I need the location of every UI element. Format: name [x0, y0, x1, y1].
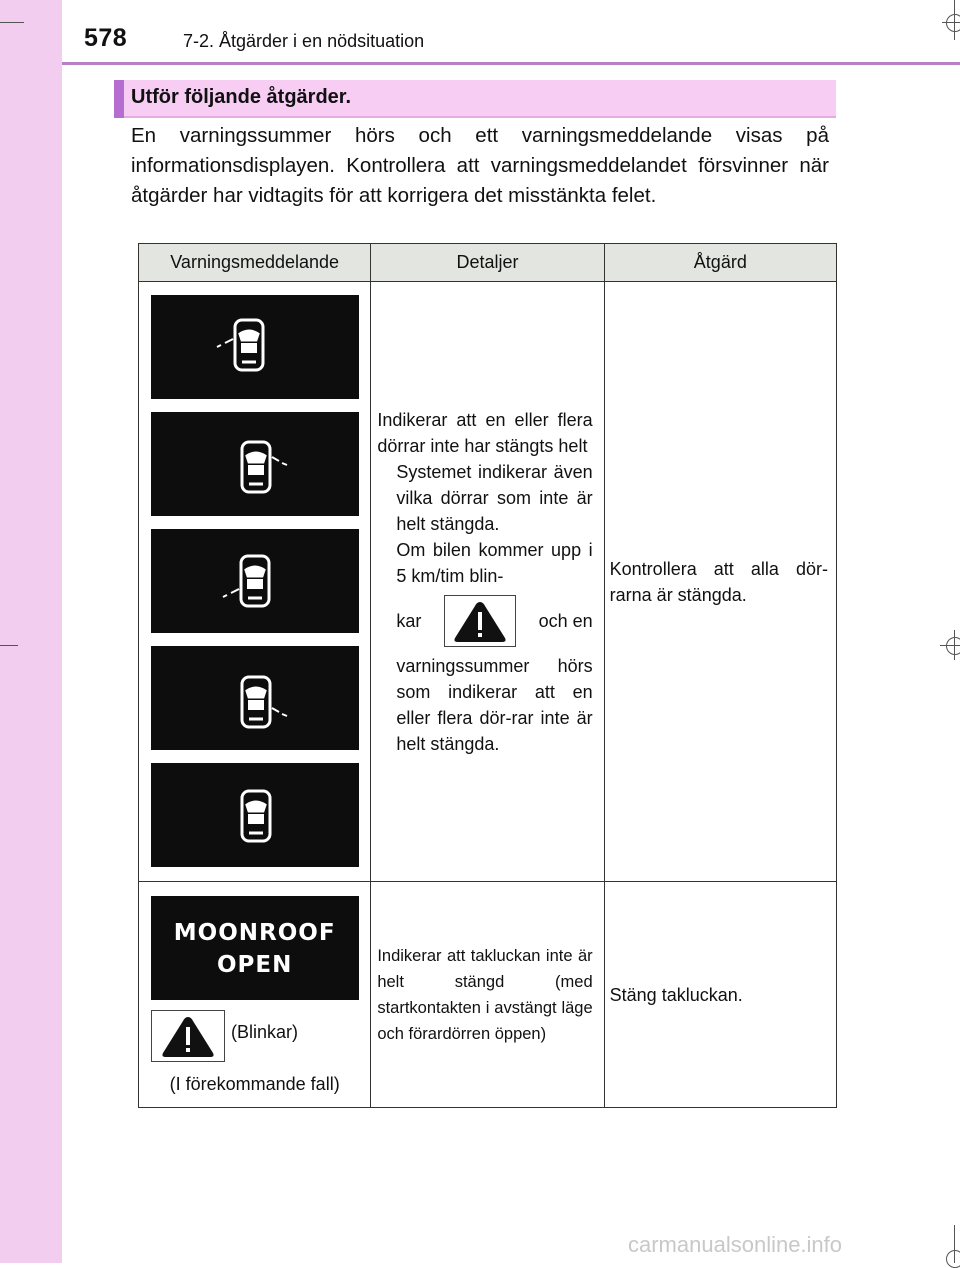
door-details-cell [371, 282, 604, 882]
page-number: 578 [84, 24, 128, 52]
intro-paragraph: En varningssummer hörs och ett varningsmeddelande visas på informationsdisplayen. Kontrollera att varningsmeddelandet försvinner när åtgärder har vidtagits för att korrigera det misstänkta felet. [131, 124, 829, 207]
door-display-rear-right [151, 646, 359, 750]
moonroof-line-1: MOONROOF [173, 920, 336, 946]
moonroof-action: Stäng takluckan. [609, 984, 743, 1005]
section-accent [114, 80, 124, 118]
chapter-title: 7-2. Åtgärder i en nödsituation [183, 31, 425, 51]
header-details: Detaljer [371, 244, 604, 282]
table-row [139, 882, 837, 1108]
detail-sub-2-b: varningssummer hörs som indikerar att en eller flera dör-rar inte är helt stängda. [396, 655, 593, 754]
car-door-open-icon [151, 646, 359, 750]
warning-table [138, 243, 837, 1108]
section-title: Utför följande åtgärder. [131, 86, 352, 108]
door-display-front-left [151, 295, 359, 399]
blink-label: (Blinkar) [231, 1022, 299, 1042]
table-header-row [139, 244, 837, 282]
door-action: Kontrollera att alla dör-rarna är stängda. [609, 558, 828, 605]
detail-main: Indikerar att en eller flera dörrar inte har stängts helt [377, 409, 593, 456]
moonroof-line-2: OPEN [216, 952, 293, 978]
header-action: Åtgärd [604, 244, 836, 282]
section-heading-bar [114, 80, 836, 118]
left-color-band [0, 0, 62, 1263]
moonroof-display-cell [139, 882, 371, 1108]
detail-sub-1: Systemet indikerar även vilka dörrar som inte är helt stängda. [396, 461, 593, 534]
door-display-rear-left [151, 529, 359, 633]
warning-triangle-icon [444, 595, 516, 647]
detail-sub-2 [377, 537, 592, 757]
table-row [139, 282, 837, 882]
moonroof-details-cell [371, 882, 604, 1108]
applicable-note: (I förekommande fall) [169, 1074, 340, 1094]
moonroof-detail: Indikerar att takluckan inte är helt stängd (med startkontakten i avstängt läge och förardörren öppen) [377, 946, 593, 1043]
detail-sub-2-och: och en [538, 610, 593, 631]
door-display-front-right [151, 412, 359, 516]
moonroof-action-cell [604, 882, 836, 1108]
watermark: carmanualsonline.info [628, 1232, 843, 1257]
door-display-rear-hatch [151, 763, 359, 867]
door-action-cell [604, 282, 836, 882]
car-door-open-icon [151, 295, 359, 399]
warning-triangle-icon [151, 1010, 225, 1062]
detail-sub-2-a: Om bilen kommer upp i 5 km/tim blin- [396, 539, 593, 586]
detail-sub-2-kar: kar [396, 610, 422, 631]
header-warning-message: Varningsmeddelande [139, 244, 371, 282]
detail-sub-2-icon-line [396, 589, 592, 653]
car-door-open-icon [151, 763, 359, 867]
door-displays-cell [139, 282, 371, 882]
header-rule [62, 62, 960, 65]
car-door-open-icon [151, 412, 359, 516]
blink-row [139, 1010, 370, 1062]
car-door-open-icon [151, 529, 359, 633]
moonroof-display [151, 896, 359, 1000]
